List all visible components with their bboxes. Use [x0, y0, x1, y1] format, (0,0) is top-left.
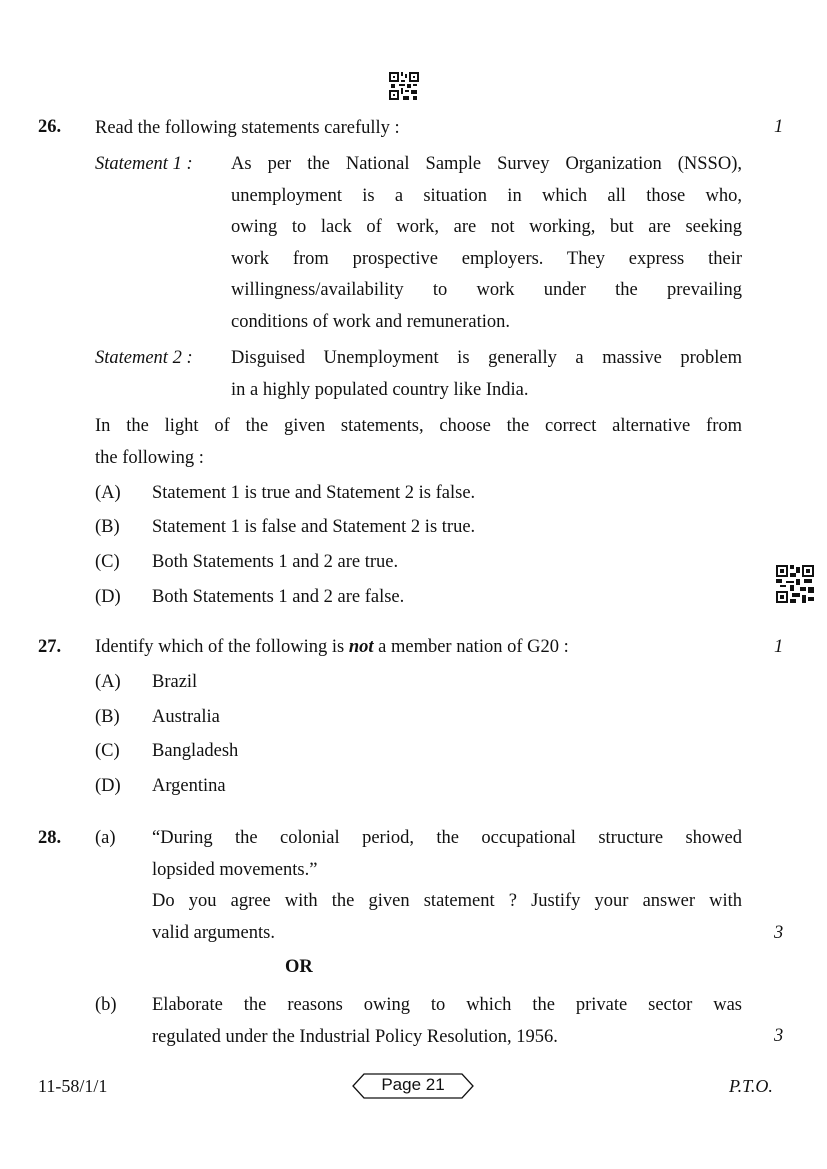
question-28b-line: regulated under the Industrial Policy Resolution, 1956.: [152, 1026, 558, 1047]
statement-1-line: work from prospective employers. They express their: [231, 248, 742, 269]
question-27-option-a-key: (A): [95, 672, 121, 692]
statement-1-line: unemployment is a situation in which all those who,: [231, 185, 742, 206]
question-28b-key: (b): [95, 995, 117, 1015]
question-26-option-c-key: (C): [95, 552, 120, 572]
question-27-option-c-text: Bangladesh: [152, 741, 239, 761]
question-27-option-c-key: (C): [95, 741, 120, 761]
question-27-option-b-text: Australia: [152, 707, 220, 727]
question-27-option-a-text: Brazil: [152, 672, 198, 692]
question-26-option-b-key: (B): [95, 517, 120, 537]
qr-code-side: [776, 565, 814, 603]
question-27-text-before: Identify which of the following is: [95, 637, 349, 657]
statement-2-line: Disguised Unemployment is generally a massive problem: [231, 348, 742, 368]
question-28a-line: “During the colonial period, the occupational structure showed: [152, 828, 742, 848]
question-26-text: Read the following statements carefully :: [95, 118, 400, 138]
statement-1-text: [231, 149, 742, 338]
question-28a-line: lopsided movements.”: [152, 859, 318, 880]
question-27-text: [95, 632, 569, 664]
question-28a-text: [152, 823, 742, 949]
statement-1-line: conditions of work and remuneration.: [231, 311, 510, 332]
question-26-option-c-text: Both Statements 1 and 2 are true.: [152, 552, 399, 572]
statement-2-text: [231, 343, 742, 406]
question-27-number: 27.: [38, 637, 62, 657]
page-number-badge: [352, 1073, 474, 1099]
question-26-option-a-text: Statement 1 is true and Statement 2 is false.: [152, 483, 476, 503]
question-27-marks: 1: [774, 637, 784, 657]
statement-1-line: As per the National Sample Survey Organization (NSSO),: [231, 154, 742, 174]
question-27-option-d-key: (D): [95, 776, 121, 796]
question-26-marks: 1: [774, 117, 784, 137]
qr-code-top: [389, 72, 419, 100]
question-27-emphasis: not: [348, 637, 374, 657]
question-28a-line: valid arguments.: [152, 922, 275, 943]
question-28b-line: Elaborate the reasons owing to which the private sector was: [152, 995, 742, 1015]
instruction-line: the following :: [95, 447, 204, 468]
statement-1-label: Statement 1 :: [95, 154, 193, 174]
question-27-option-b-key: (B): [95, 707, 120, 727]
instruction-line: In the light of the given statements, choose the correct alternative from: [95, 416, 742, 436]
question-26-option-d-key: (D): [95, 587, 121, 607]
question-28b-text: [152, 990, 742, 1053]
question-26-option-b-text: Statement 1 is false and Statement 2 is true.: [152, 517, 476, 537]
statement-2-label: Statement 2 :: [95, 348, 193, 368]
statement-1-line: owing to lack of work, are not working, but are seeking: [231, 217, 742, 237]
statement-2-line: in a highly populated country like India.: [231, 379, 529, 400]
question-27-option-d-text: Argentina: [152, 776, 226, 796]
question-26-instruction: [95, 411, 742, 474]
page-number: Page 21: [381, 1075, 445, 1094]
pto-label: P.T.O.: [729, 1076, 773, 1096]
question-28a-line: Do you agree with the given statement ? Justify your answer with: [152, 891, 742, 911]
paper-code: 11-58/1/1: [38, 1076, 108, 1096]
question-27-text-after: a member nation of G20 :: [373, 637, 569, 657]
question-28a-marks: 3: [774, 923, 784, 943]
question-28-number: 28.: [38, 828, 62, 848]
statement-1-line: willingness/availability to work under the prevailing: [231, 280, 742, 300]
question-26-number: 26.: [38, 117, 62, 137]
or-separator: OR: [285, 957, 313, 977]
question-26-option-a-key: (A): [95, 483, 121, 503]
question-28a-key: (a): [95, 828, 116, 848]
question-28b-marks: 3: [774, 1026, 784, 1046]
question-26-option-d-text: Both Statements 1 and 2 are false.: [152, 587, 405, 607]
